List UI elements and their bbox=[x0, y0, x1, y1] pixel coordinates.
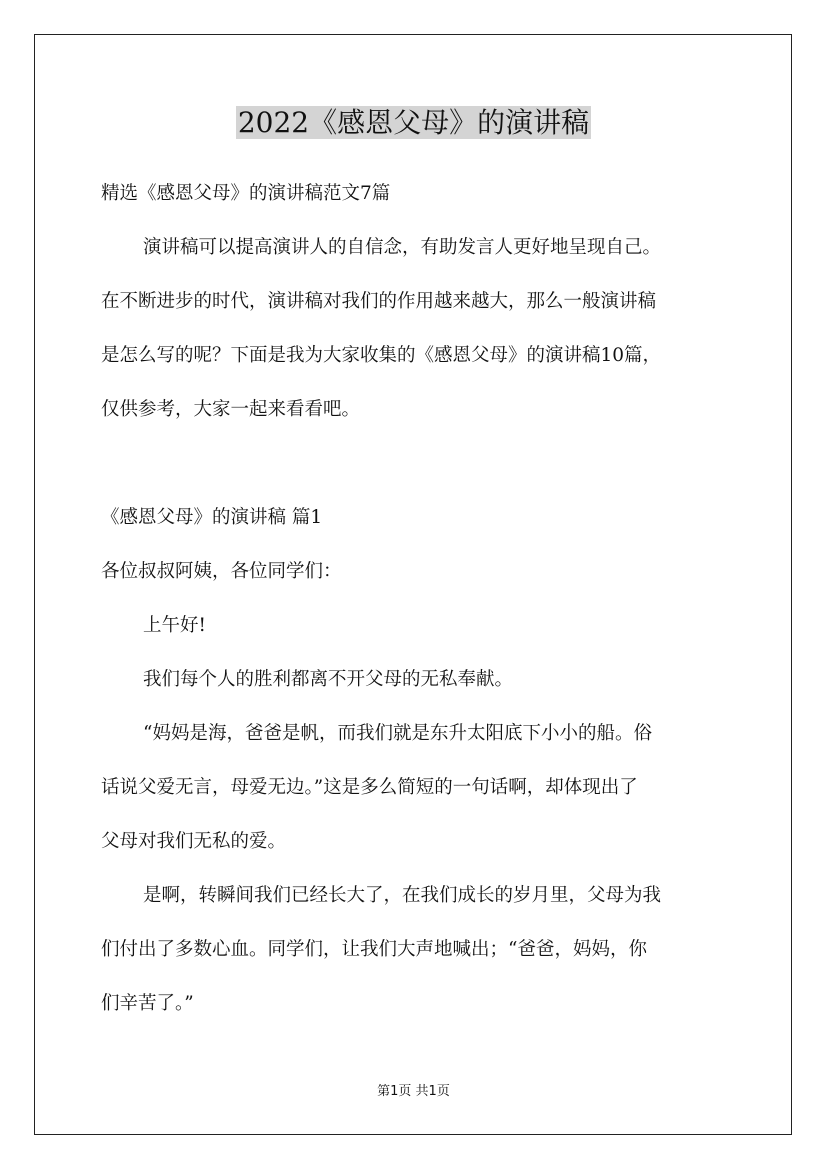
section-heading: 《感恩父母》的演讲稿 篇1 bbox=[101, 507, 323, 528]
body-line-3: 话说父爱无言，母爱无边。”这是多么简短的一句话啊，却体现出了 bbox=[101, 777, 638, 798]
intro-line-1: 演讲稿可以提高演讲人的自信念，有助发言人更好地呈现自己。 bbox=[143, 237, 662, 258]
intro-line-4: 仅供参考，大家一起来看看吧。 bbox=[101, 399, 361, 420]
body-line-5: 是啊，转瞬间我们已经长大了，在我们成长的岁月里，父母为我 bbox=[143, 885, 662, 906]
intro-line-3: 是怎么写的呢？下面是我为大家收集的《感恩父母》的演讲稿10篇， bbox=[101, 345, 662, 366]
body-line-4: 父母对我们无私的爱。 bbox=[101, 831, 287, 852]
title-text: 2022《感恩父母》的演讲稿 bbox=[237, 106, 590, 139]
body-line-7: 们辛苦了。” bbox=[101, 993, 194, 1014]
greeting: 上午好! bbox=[143, 615, 206, 636]
body-line-1: 我们每个人的胜利都离不开父母的无私奉献。 bbox=[143, 669, 514, 690]
salutation: 各位叔叔阿姨，各位同学们： bbox=[101, 561, 342, 582]
subtitle: 精选《感恩父母》的演讲稿范文7篇 bbox=[101, 183, 391, 204]
document-title bbox=[0, 103, 827, 143]
body-line-6: 们付出了多数心血。同学们，让我们大声地喊出；“爸爸，妈妈，你 bbox=[101, 939, 647, 960]
intro-line-2: 在不断进步的时代，演讲稿对我们的作用越来越大，那么一般演讲稿 bbox=[101, 291, 657, 312]
body-line-2: “妈妈是海，爸爸是帆，而我们就是东升太阳底下小小的船。俗 bbox=[143, 723, 652, 744]
page-number-footer: 第1页 共1页 bbox=[377, 1084, 450, 1099]
